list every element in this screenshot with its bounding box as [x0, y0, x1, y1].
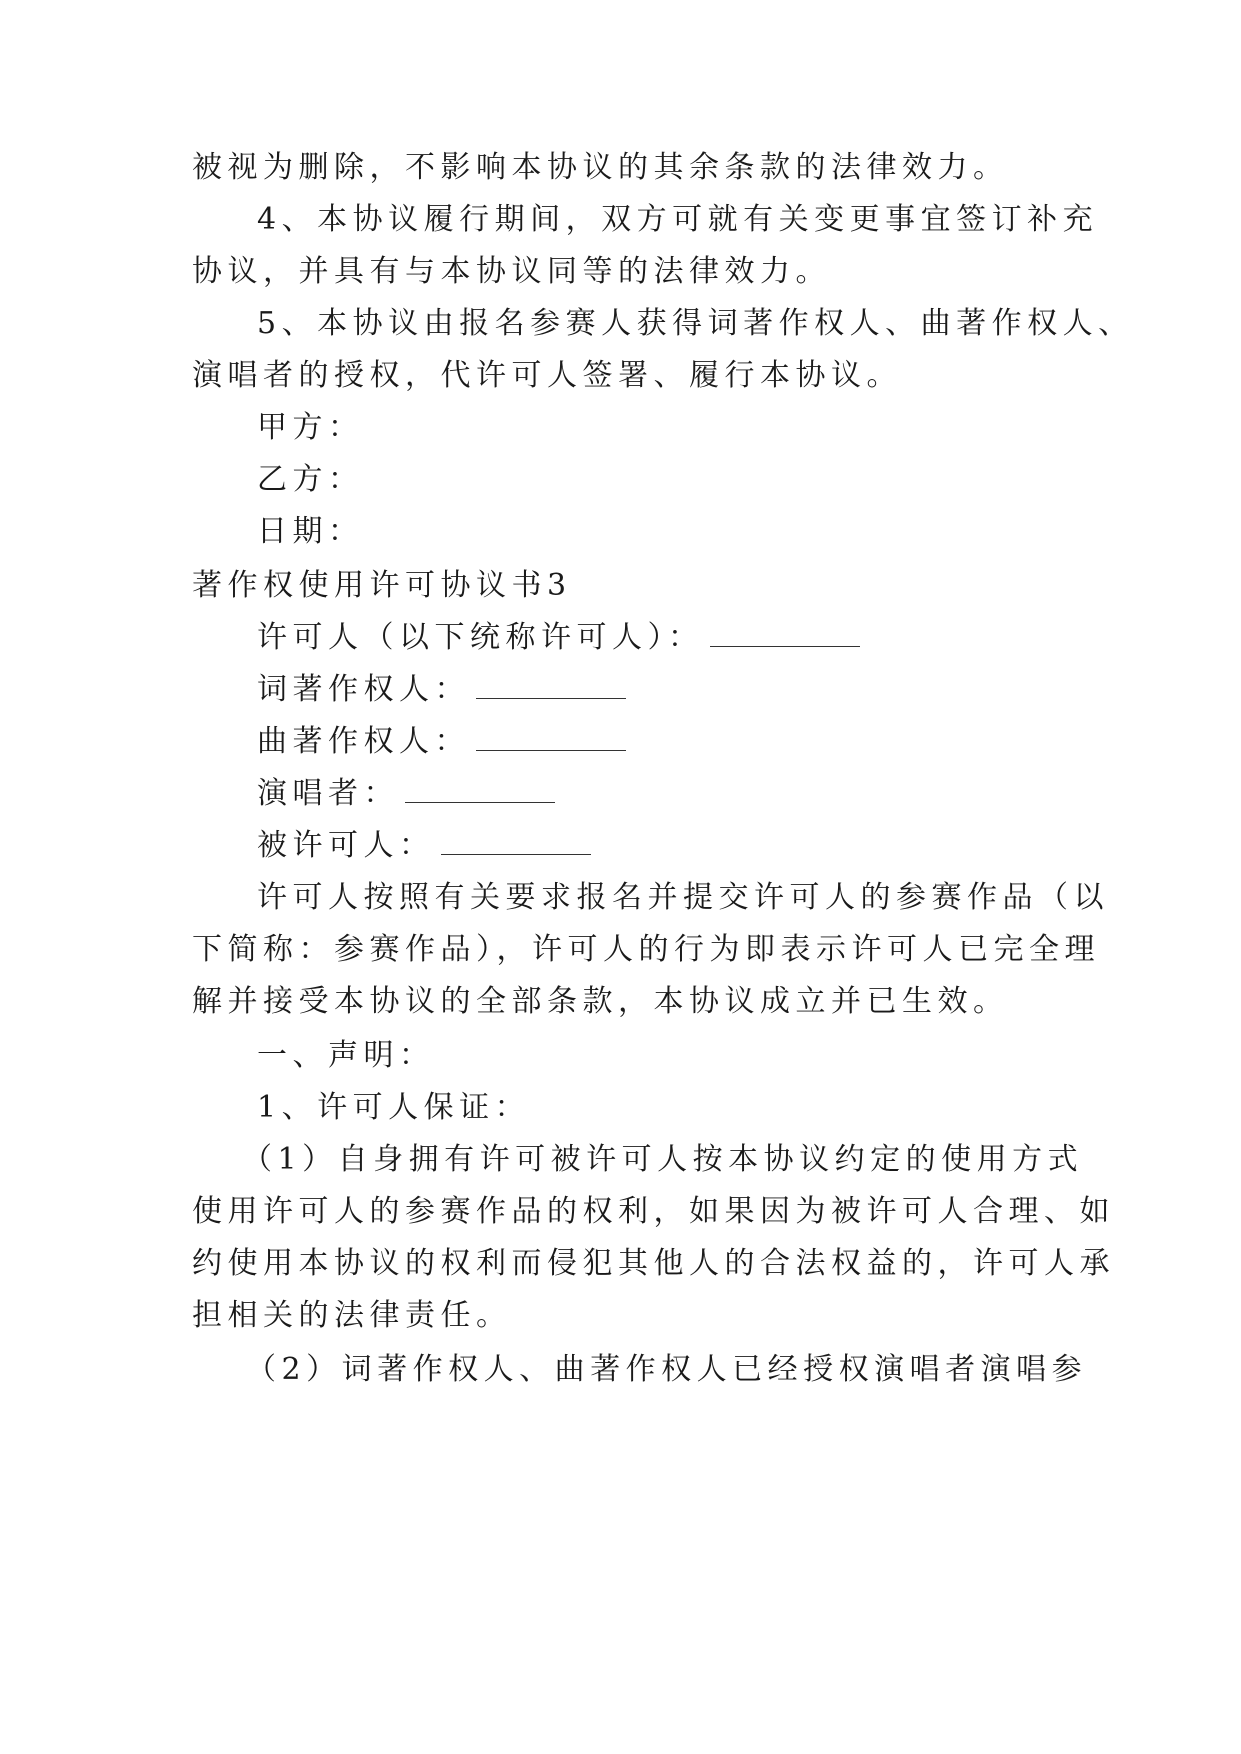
lyricist-label: 词著作权人：: [257, 672, 470, 707]
performer-label: 演唱者：: [257, 776, 399, 811]
composer-label: 曲著作权人：: [257, 724, 470, 759]
item-2-line: （2）词著作权人、曲著作权人已经授权演唱者演唱参: [246, 1352, 1088, 1387]
licensor-field: [257, 618, 860, 658]
composer-blank: [476, 722, 626, 751]
section-title: 著作权使用许可协议书3: [192, 568, 572, 603]
date-label: 日期：: [257, 514, 364, 549]
lyricist-blank: [476, 670, 626, 699]
paragraph-line: 协议，并具有与本协议同等的法律效力。: [192, 254, 831, 289]
item-1-line: （1）自身拥有许可被许可人按本协议约定的使用方式: [242, 1142, 1084, 1177]
licensor-label: 许可人（以下统称许可人）：: [257, 620, 704, 655]
subsection-heading: 1、许可人保证：: [257, 1090, 531, 1125]
paragraph-line: 许可人按照有关要求报名并提交许可人的参赛作品（以: [257, 880, 1109, 915]
section-heading: 一、声明：: [257, 1038, 435, 1073]
party-a-label: 甲方：: [257, 410, 364, 445]
paragraph-line: 担相关的法律责任。: [192, 1298, 512, 1333]
licensee-label: 被许可人：: [257, 828, 435, 863]
paragraph-line: 被视为删除，不影响本协议的其余条款的法律效力。: [192, 150, 1009, 185]
paragraph-line: 解并接受本协议的全部条款，本协议成立并已生效。: [192, 984, 1009, 1019]
licensee-blank: [441, 826, 591, 855]
lyricist-field: [257, 670, 626, 710]
paragraph-line: 使用许可人的参赛作品的权利，如果因为被许可人合理、如: [192, 1194, 1115, 1229]
clause-4-line: 4、本协议履行期间，双方可就有关变更事宜签订补充: [257, 202, 1099, 237]
licensee-field: [257, 826, 591, 866]
paragraph-line: 约使用本协议的权利而侵犯其他人的合法权益的，许可人承: [192, 1246, 1115, 1281]
clause-5-line: 5、本协议由报名参赛人获得词著作权人、曲著作权人、: [257, 306, 1134, 341]
paragraph-line: 演唱者的授权，代许可人签署、履行本协议。: [192, 358, 902, 393]
paragraph-line: 下简称：参赛作品），许可人的行为即表示许可人已完全理: [192, 932, 1100, 967]
performer-blank: [405, 774, 555, 803]
composer-field: [257, 722, 626, 762]
performer-field: [257, 774, 555, 814]
party-b-label: 乙方：: [257, 462, 364, 497]
licensor-blank: [710, 618, 860, 647]
